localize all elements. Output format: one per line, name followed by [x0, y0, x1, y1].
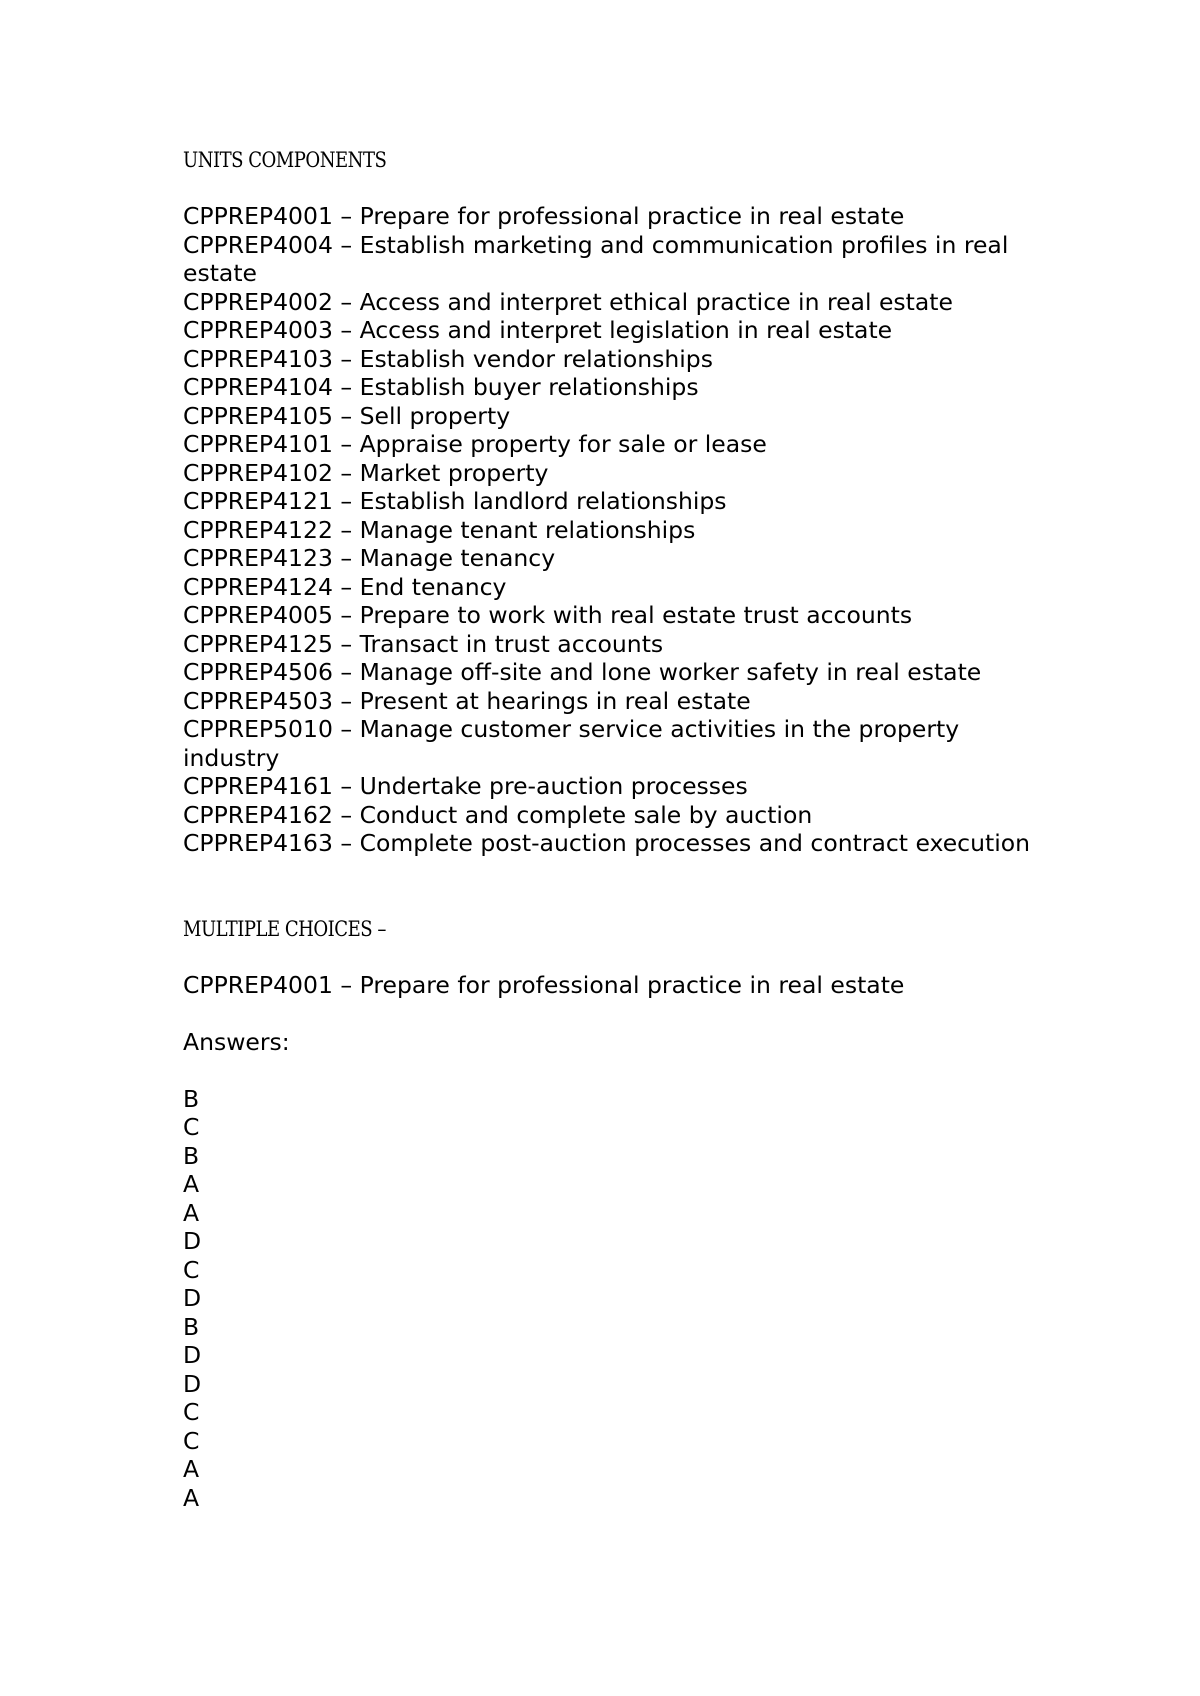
answer-item: D: [183, 1369, 202, 1398]
multiple-choice-unit-title: CPPREP4001 – Prepare for professional practice in real estate: [183, 970, 905, 999]
answer-item: A: [183, 1483, 200, 1512]
unit-item: CPPREP4101 – Appraise property for sale or lease: [183, 430, 767, 458]
multiple-choices-heading: MULTIPLE CHOICES –: [183, 916, 386, 941]
unit-item: CPPREP4001 – Prepare for professional practice in real estate: [183, 202, 905, 230]
unit-item: CPPREP4125 – Transact in trust accounts: [183, 629, 664, 658]
unit-item: CPPREP4503 – Present at hearings in real estate: [183, 686, 751, 715]
unit-item: CPPREP4163 – Complete post-auction processes and contract execution: [183, 829, 1030, 857]
unit-item: CPPREP4004 – Establish marketing and communication profiles in real estate: [183, 230, 1009, 287]
document-content: [183, 146, 1043, 1512]
unit-item: CPPREP5010 – Manage customer service activities in the property industry: [183, 715, 960, 772]
unit-item: CPPREP4102 – Market property: [183, 458, 549, 487]
answer-list: [183, 1085, 1043, 1513]
answer-item: D: [183, 1284, 202, 1312]
answer-item: A: [183, 1455, 200, 1483]
units-heading: UNITS COMPONENTS: [183, 148, 387, 172]
unit-item: CPPREP4123 – Manage tenancy: [183, 544, 556, 572]
answer-item: B: [183, 1141, 200, 1170]
unit-item: CPPREP4005 – Prepare to work with real estate trust accounts: [183, 601, 913, 629]
answer-item: A: [183, 1170, 200, 1198]
unit-item: CPPREP4105 – Sell property: [183, 401, 511, 430]
unit-item: CPPREP4124 – End tenancy: [183, 572, 507, 601]
answer-item: C: [183, 1398, 200, 1426]
unit-item: CPPREP4104 – Establish buyer relationships: [183, 373, 699, 401]
unit-item: CPPREP4506 – Manage off-site and lone worker safety in real estate: [183, 658, 982, 686]
answer-item: D: [183, 1341, 202, 1369]
answer-item: D: [183, 1227, 202, 1255]
unit-item: CPPREP4002 – Access and interpret ethical practice in real estate: [183, 287, 953, 316]
unit-item: CPPREP4162 – Conduct and complete sale by auction: [183, 800, 813, 829]
unit-item: CPPREP4161 – Undertake pre-auction processes: [183, 772, 748, 800]
answer-item: C: [183, 1113, 200, 1141]
answer-item: C: [183, 1426, 200, 1455]
answer-item: C: [183, 1255, 200, 1284]
answers-label: Answers:: [183, 1027, 290, 1056]
unit-item: CPPREP4122 – Manage tenant relationships: [183, 515, 696, 544]
unit-item: CPPREP4121 – Establish landlord relationships: [183, 487, 727, 515]
unit-item: CPPREP4103 – Establish vendor relationships: [183, 344, 713, 373]
answer-item: B: [183, 1312, 200, 1341]
unit-list: [183, 202, 1043, 858]
unit-item: CPPREP4003 – Access and interpret legislation in real estate: [183, 316, 893, 344]
answer-item: B: [183, 1084, 200, 1113]
answer-item: A: [183, 1198, 200, 1227]
